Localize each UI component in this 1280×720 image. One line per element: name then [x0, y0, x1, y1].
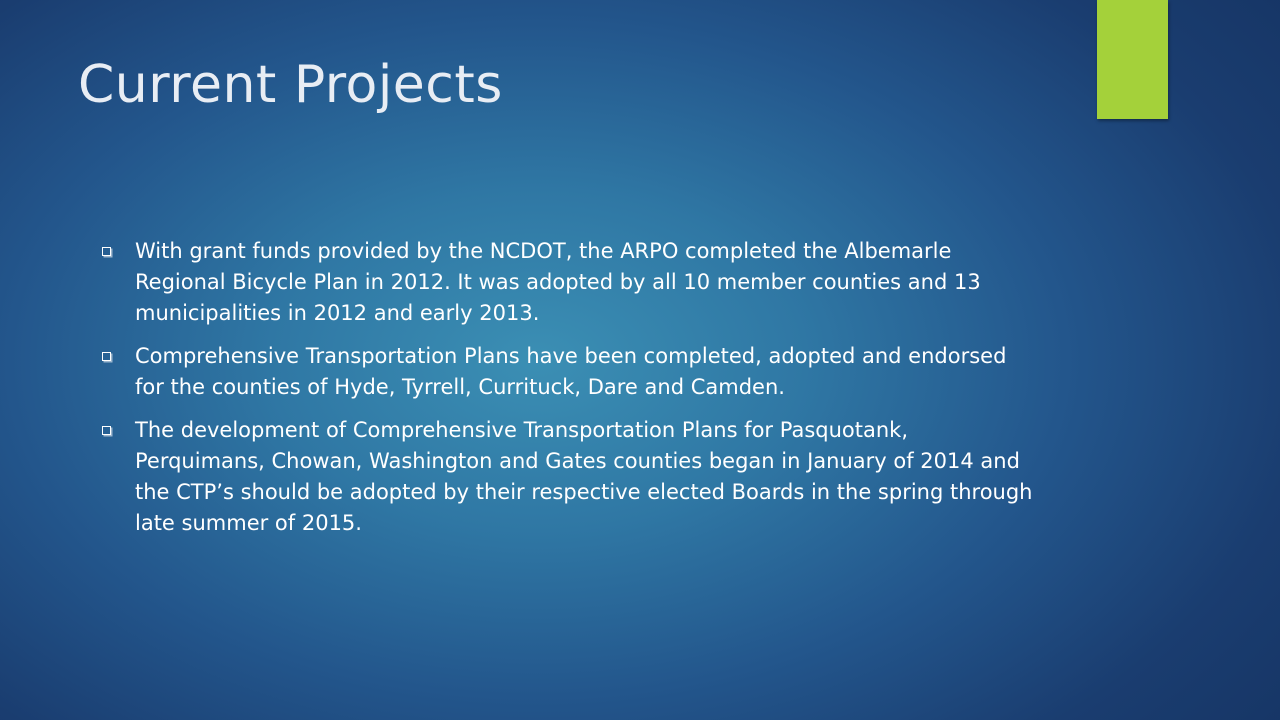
bullet-item — [98, 341, 1038, 403]
hollow-square-bullet-icon — [102, 426, 111, 435]
bullet-item — [98, 415, 1038, 539]
hollow-square-bullet-icon — [102, 352, 111, 361]
bullet-text: Comprehensive Transportation Plans have been completed, adopted and endorsed for the counties of Hyde, Tyrrell, Currituck, Dare and Camden. — [135, 344, 1007, 399]
bullet-item — [98, 236, 1038, 329]
bullet-text: The development of Comprehensive Transportation Plans for Pasquotank, Perquimans, Chowan, Washington and Gates counties began in January of 2014 and the CTP’s should be adopted by their respective elected Boards in the spring through late summer of 2015. — [135, 418, 1033, 535]
hollow-square-bullet-icon — [102, 247, 111, 256]
bullet-text: With grant funds provided by the NCDOT, the ARPO completed the Albemarle Regional Bicycle Plan in 2012. It was adopted by all 10 member counties and 13 municipalities in 2012 and early 2013. — [135, 239, 981, 325]
slide-title: Current Projects — [78, 55, 503, 115]
accent-bar — [1097, 0, 1168, 119]
bullet-list — [98, 236, 1038, 551]
